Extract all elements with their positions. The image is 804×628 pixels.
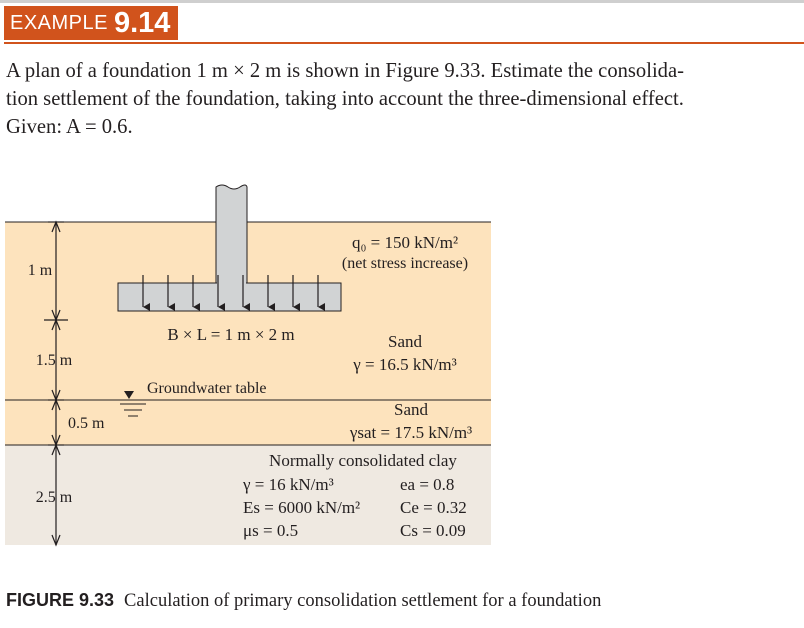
example-badge: [4, 6, 178, 40]
clay-Ce: Ce = 0.32: [400, 498, 467, 517]
net-stress-label: (net stress increase): [341, 255, 469, 272]
example-number: 9.14: [113, 6, 171, 39]
clay-mus: μs = 0.5: [243, 521, 299, 540]
clay-gamma: γ = 16 kN/m³: [243, 475, 334, 494]
figure-label: FIGURE 9.33: [6, 590, 115, 610]
top-rule: [0, 0, 804, 3]
problem-statement: [6, 57, 796, 141]
dim-2-5m: 2.5 m: [35, 489, 73, 506]
sand2-gamma-sat: γsat = 17.5 kN/m³: [349, 423, 473, 442]
clay-ea: ea = 0.8: [400, 475, 455, 494]
clay-Es: Es = 6000 kN/m²: [243, 498, 361, 517]
clay-Cs: Cs = 0.09: [400, 521, 466, 540]
dim-1-5m: 1.5 m: [35, 352, 73, 369]
example-word: EXAMPLE: [10, 11, 108, 34]
problem-line-3: Given: A = 0.6.: [6, 116, 133, 138]
clay-name: Normally consolidated clay: [269, 451, 457, 470]
sand2-name: Sand: [394, 400, 428, 419]
figure-caption-text: Calculation of primary consolidation settlement for a foundation: [124, 591, 602, 611]
dim-0-5m: 0.5 m: [68, 415, 105, 432]
problem-line-1: A plan of a foundation 1 m × 2 m is shown in Figure 9.33. Estimate the consolida-: [6, 60, 684, 82]
q0-label: q₀ = 150 kN/m²: [351, 233, 459, 252]
footing: [118, 283, 341, 311]
column: [216, 185, 247, 283]
foundation-size-label: B × L = 1 m × 2 m: [167, 325, 295, 344]
dim-1m: 1 m: [27, 262, 53, 279]
sand1-name: Sand: [388, 332, 422, 351]
figure-caption: [6, 590, 601, 612]
soil-profile-diagram: [0, 180, 804, 565]
header-rule: [4, 42, 804, 44]
problem-line-2: tion settlement of the foundation, taking into account the three-dimensional effect.: [6, 88, 684, 110]
groundwater-label: Groundwater table: [147, 380, 267, 397]
sand1-gamma: γ = 16.5 kN/m³: [353, 355, 457, 374]
